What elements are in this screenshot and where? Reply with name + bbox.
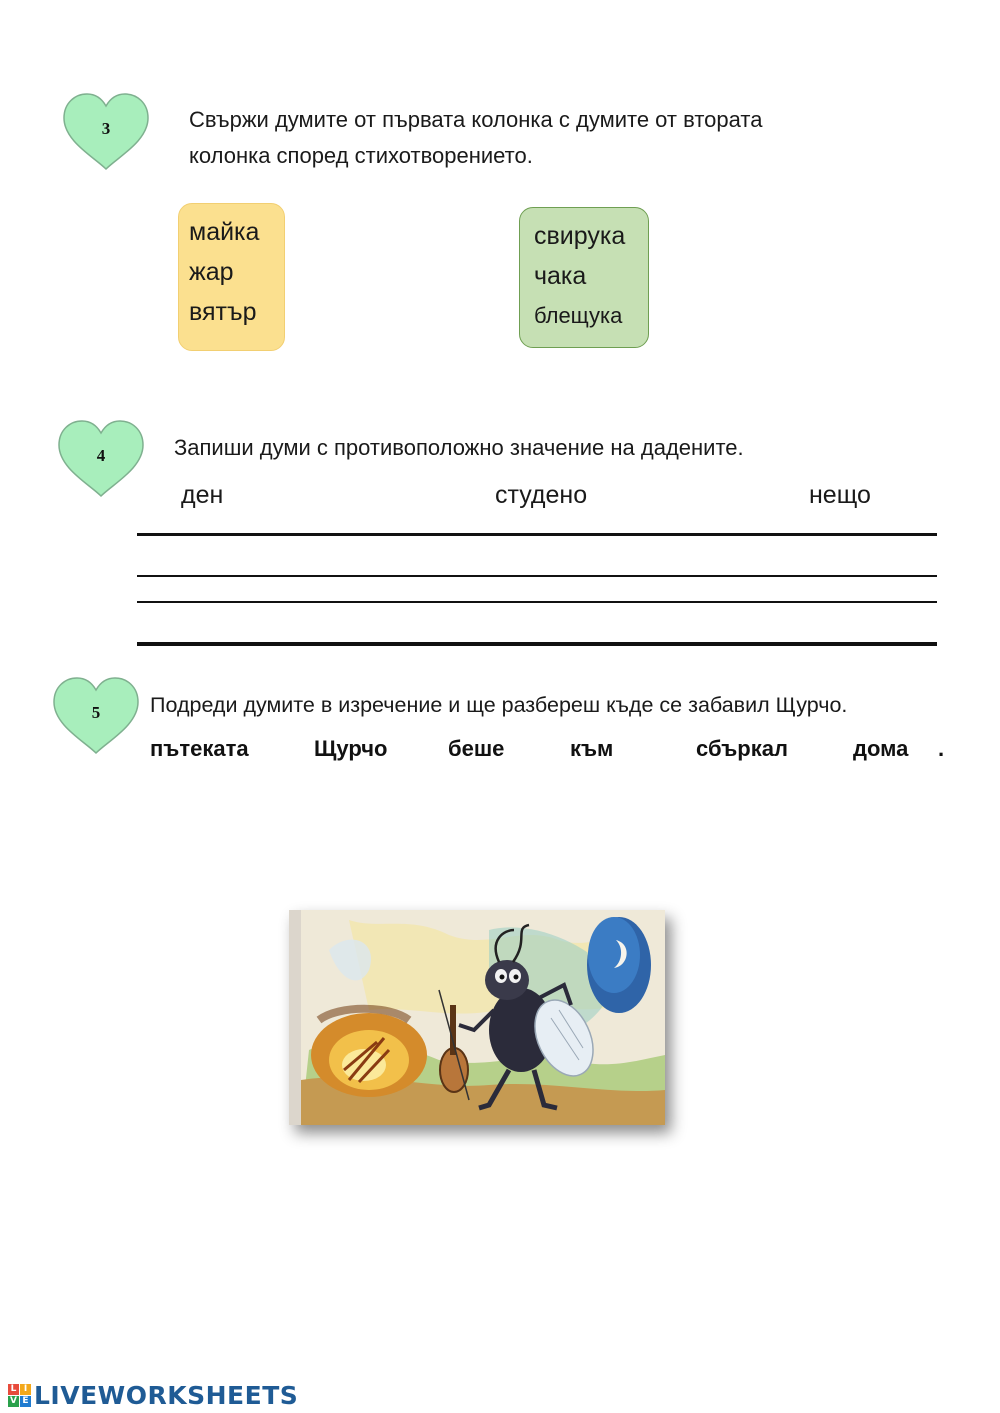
right-word-column <box>519 207 649 348</box>
heart-badge-3 <box>60 91 152 173</box>
task3-instruction <box>189 102 762 174</box>
liveworksheets-logo[interactable] <box>8 1380 298 1410</box>
left-word[interactable]: вятър <box>189 298 257 326</box>
sentence-period[interactable]: . <box>938 736 945 761</box>
scrambled-word[interactable]: дома <box>853 736 909 761</box>
cricket-illustration <box>289 910 665 1125</box>
left-word[interactable]: жар <box>189 258 234 286</box>
heart-badge-5 <box>50 675 142 757</box>
left-word[interactable]: майка <box>189 218 260 246</box>
scrambled-word[interactable]: към <box>570 736 614 761</box>
instruction-line: Свържи думите от първата колонка с думите от втората <box>189 107 763 132</box>
antonym-word-cold: студено <box>495 481 588 509</box>
task-number: 3 <box>101 119 111 138</box>
illustration-cricket-violin <box>289 910 665 1125</box>
heart-badge-4 <box>55 418 147 500</box>
answer-line[interactable] <box>137 642 937 646</box>
task-number: 5 <box>91 703 101 722</box>
right-word[interactable]: чака <box>534 262 587 290</box>
left-word-column <box>178 203 285 351</box>
right-word[interactable]: блещука <box>534 303 623 328</box>
scrambled-word[interactable]: беше <box>448 736 505 761</box>
right-word[interactable]: свирука <box>534 222 626 250</box>
scrambled-word[interactable]: Щурчо <box>314 736 388 761</box>
answer-line[interactable] <box>137 533 937 536</box>
scrambled-word[interactable]: сбъркал <box>696 736 788 761</box>
instruction-line: колонка според стихотворението. <box>189 143 533 168</box>
antonym-word-something: нещо <box>809 481 871 509</box>
liveworksheets-logo-icon: L I V E <box>8 1384 31 1407</box>
task4-instruction: Запиши думи с противоположно значение на дадените. <box>174 435 744 460</box>
scrambled-word[interactable]: пътеката <box>150 736 249 761</box>
answer-line[interactable] <box>137 601 937 603</box>
antonym-word-day: ден <box>181 481 224 509</box>
logo-text: LIVEWORKSHEETS <box>34 1380 299 1410</box>
task5-instruction: Подреди думите в изречение и ще разбереш къде се забавил Щурчо. <box>150 693 848 717</box>
answer-line[interactable] <box>137 575 937 577</box>
task-number: 4 <box>96 446 106 465</box>
